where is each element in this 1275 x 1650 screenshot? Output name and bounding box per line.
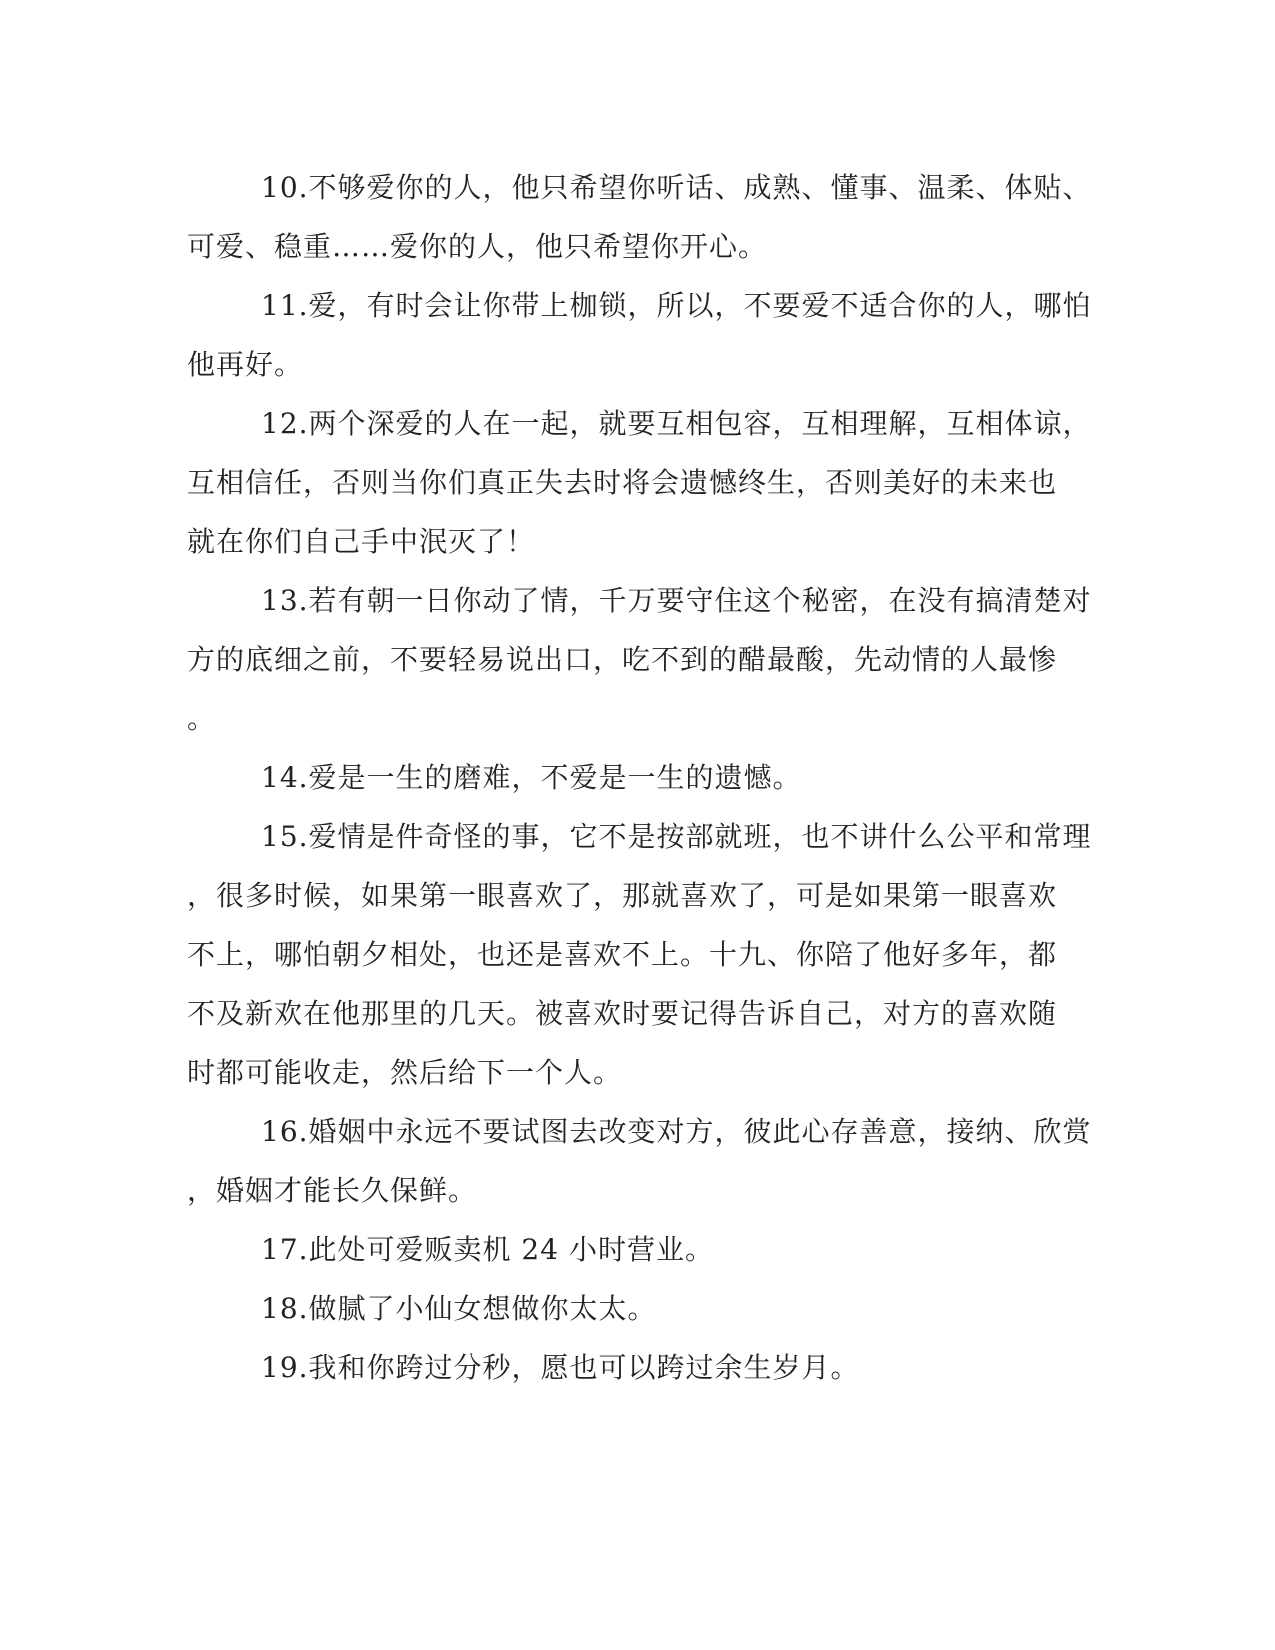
paragraph-15 bbox=[187, 807, 1092, 1102]
paragraph-line: 可爱、稳重……爱你的人，他只希望你开心。 bbox=[187, 230, 768, 263]
paragraph-line: 他再好。 bbox=[187, 348, 304, 381]
paragraph-16 bbox=[187, 1102, 1092, 1220]
paragraph-line: 就在你们自己手中泯灭了！ bbox=[187, 525, 536, 558]
paragraph-10 bbox=[187, 158, 1092, 276]
paragraph-11 bbox=[187, 276, 1092, 394]
paragraph-line: 不上，哪怕朝夕相处，也还是喜欢不上。十九、你陪了他好多年，都 bbox=[187, 938, 1058, 971]
paragraph-line: 18.做腻了小仙女想做你太太。 bbox=[261, 1292, 657, 1325]
paragraph-line: 11.爱，有时会让你带上枷锁，所以，不要爱不适合你的人，哪怕 bbox=[261, 289, 1092, 322]
paragraph-line: 19.我和你跨过分秒，愿也可以跨过余生岁月。 bbox=[261, 1351, 860, 1384]
paragraph-line: 17.此处可爱贩卖机 24 小时营业。 bbox=[261, 1233, 714, 1266]
paragraph-line: 15.爱情是件奇怪的事，它不是按部就班，也不讲什么公平和常理 bbox=[261, 820, 1092, 853]
paragraph-line: 互相信任，否则当你们真正失去时将会遗憾终生，否则美好的未来也 bbox=[187, 466, 1058, 499]
paragraph-13 bbox=[187, 571, 1092, 748]
paragraph-line: 时都可能收走，然后给下一个人。 bbox=[187, 1056, 623, 1089]
paragraph-line: 13.若有朝一日你动了情，千万要守住这个秘密，在没有搞清楚对 bbox=[261, 584, 1092, 617]
paragraph-line: ，婚姻才能长久保鲜。 bbox=[187, 1174, 478, 1207]
paragraph-18 bbox=[187, 1279, 1077, 1338]
paragraph-line: 不及新欢在他那里的几天。被喜欢时要记得告诉自己，对方的喜欢随 bbox=[187, 997, 1058, 1030]
paragraph-line: 10.不够爱你的人，他只希望你听话、成熟、懂事、温柔、体贴、 bbox=[261, 171, 1092, 204]
paragraph-line: 14.爱是一生的磨难，不爱是一生的遗憾。 bbox=[261, 761, 802, 794]
paragraph-line: 。 bbox=[187, 702, 217, 735]
paragraph-line: 16.婚姻中永远不要试图去改变对方，彼此心存善意，接纳、欣赏 bbox=[261, 1115, 1092, 1148]
paragraph-17 bbox=[187, 1220, 1077, 1279]
paragraph-14 bbox=[187, 748, 1077, 807]
paragraph-19 bbox=[187, 1338, 1077, 1397]
paragraph-line: 12.两个深爱的人在一起，就要互相包容，互相理解，互相体谅， bbox=[261, 407, 1092, 440]
document-body bbox=[187, 158, 1092, 1397]
paragraph-12 bbox=[187, 394, 1092, 571]
paragraph-line: ，很多时候，如果第一眼喜欢了，那就喜欢了，可是如果第一眼喜欢 bbox=[187, 879, 1058, 912]
paragraph-line: 方的底细之前，不要轻易说出口，吃不到的醋最酸，先动情的人最惨 bbox=[187, 643, 1058, 676]
